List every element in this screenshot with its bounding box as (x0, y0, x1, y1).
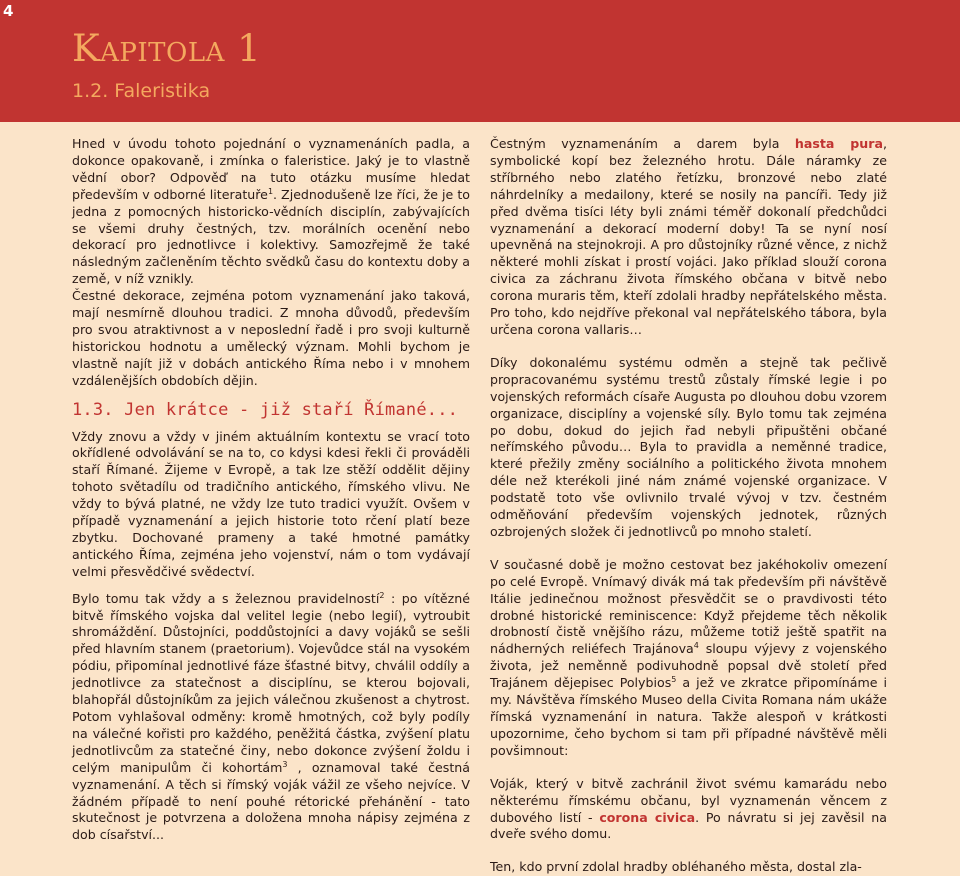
paragraph-continued: Ten, kdo první zdolal hradby obléhaného města, dostal zla- (490, 859, 862, 875)
section-title: 1.2. Faleristika (72, 80, 211, 102)
paragraph-corona-civica: Voják, který v bitvě zachránil život svému kamarádu nebo některému římskému občanu, byl vyznamenán věncem z dubového listí - corona civica. Po návratu si jej zavěsil na dveře svého domu. (490, 775, 887, 842)
footnote-ref-5: 5 (671, 675, 677, 684)
paragraph-awards: Čestným vyznamenáním a darem byla hasta pura, symbolické kopí bez železného hrotu. Dále náramky ze stříbrného nebo zlatého řetízku, bronzové nebo zlaté náhrdelníky a medailony, které se nosily na pancíři. Tedy již před dvěma tisíci léty byli známi téměř dokonalí předchůdci vyznamenání a dekorací moderní doby! Ta se nyní nosí upevněná na stejnokroji. A pro důstojníky různé věnce, z nichž některé mohli získat i prostí vojáci. Jako příklad slouží corona civica za záchranu života římského občana v bitvě nebo corona muraris těm, kteří zdolali hradby nepřátelského města. Pro toho, kdo nejdříve překonal val nepřátelského tábora, byla určena corona vallaris… (490, 136, 887, 337)
paragraph-travel: V současné době je možno cestovat bez jakéhokoliv omezení po celé Evropě. Vnímavý divák má tak především při návštěvě Itálie jedinečnou možnost přesvědčit se o pravdivosti této drobné historické reminiscence: Když přejdeme těch několik drobností čistě vnějšího rázu, můžeme totiž ještě spatřit na nádherných reliéfech Trajánova$^4$ sloupu výjevy z vojenského života, jež neměnně podivuhodně popsal dvě století před Trajánem dějepisec Polybios$^5$ a jež ve zkratce připomínáme i my. Návštěva římského Museo della Civita Romana nám ukáže římská vyznamenání in natura. Takže alespoň v krátkosti upozornime, čeho bychom si tam při případné návštěvě měli povšimnout: (490, 556, 887, 758)
footnote-ref-3: 3 (282, 759, 288, 769)
chapter-header-band (0, 0, 960, 122)
right-column (490, 136, 887, 876)
footnote-ref-2: 2 (379, 590, 385, 600)
paragraph-tradition: Čestné dekorace, zejména potom vyznamenání jako taková, mají nesmírně dlouhou tradici. Z mnoha důvodů, především pro svou atraktivnost a v neposlední řadě i pro svoji kulturně historickou hodnotu a umělecký význam. Mohli bychom je vlastně najít již v dobách antického Říma nebo i v mnohem vzdálenějších obdobích dějin. (72, 288, 470, 388)
left-column (72, 136, 470, 844)
paragraph-intro: Hned v úvodu tohoto pojednání o vyznamenáních padla, a dokonce opakovaně, i zmínka o faleristice. Jaký je to vlastně vědní obor? Odpověď na tuto otázku musíme hledat především v odborné literatuře$^1$. Zjednodušeně lze říci, že je to jedna z pomocných historicko-vědních disciplín, zabývajících se všemi druhy čestných, tzv. morálních ocenění nebo dekorací pro jednotlivce i kolektivy. Samozřejmě že také následným začleněním těchto svědků času do kontextu doby a země, v níž vznikly. (72, 136, 470, 287)
section-heading: 1.3. Jen krátce - již staří Římané... (72, 399, 459, 420)
highlight-hasta-pura: hasta pura (794, 136, 883, 151)
footnote-ref-4: 4 (693, 641, 699, 651)
chapter-title: Kapitola 1 (72, 27, 262, 70)
paragraph-romans: Vždy znovu a vždy v jiném aktuálním kontextu se vrací toto okřídlené odvolávání se na to, co kdysi kdesi řekli či prováděli staří Římané. Žijeme v Evropě, a tak lze stěží oddělit dějiny tohoto světadílu od tradičního antického, římského vlivu. Ne vždy to bývá platné, ne vždy lze tuto tradici využít. Ovšem v případě vyznamenání a jejich historie toto rčení platí beze zbytku. Dochované prameny a také hmotné památky antického Říma, zejména jeho vojenství, nám o tom vydávají velmi přesvědčivé svědectví. (72, 428, 470, 579)
paragraph-battle: Bylo tomu tak vždy a s železnou pravidelností$^2$ : po vítězné bitvě římského vojska dal velitel legie (nebo legií), vytroubit shromáždění. Důstojníci, poddůstojníci a davy vojáků se sešli před hlavním stanem (praetorium). Vojevůdce stál na vysokém pódiu, připomínal jednotlivé fáze šťastné bitvy, chválil oddíly a jednotlivce za statečnost a disciplínu, se kterou bojovali, blahopřál důstojníkům za jejich válečnou zkušenost a chytrost. Potom vyhlašoval odměny: kromě hmotných, což byly podíly na válečné kořisti pro každého, peněžitá částka, zvýšení platu jednotlivcům za statečné činy, nebo dokonce zvýšení žoldu i celým manipulům či kohortám$^3$ , oznamoval také čestná vyznamenání. A těch si římský voják vážil ze všeho nejvíce. V žádném případě to není pouhé rétorické přehánění - tato skutečnost je potvrzena a doložena mnoha nápisy zejména z dob císařství... (72, 590, 470, 843)
page-number: 4 (3, 2, 14, 20)
highlight-corona-civica: corona civica (599, 809, 696, 825)
paragraph-discipline: Díky dokonalému systému odměn a stejně tak pečlivě propracovanému systému trestů zůstaly římské legie i po vojenských reformách císaře Augusta po dlouhou dobu vzorem organizace, disciplíny a vojenské síly. Bylo tomu tak zejména po dobu, dokud do jejich řad nebyli připuštěni občané neřímského původu… Byla to pravidla a neměnné tradice, které přežily změny sociálního a politického života mnohem déle než kterékoli jiné nám známé vojenské organizace. V podstatě toto vše ovlivnilo trvalé vývoj v tzv. čestném odměňování především vojenských jednotek, různých ozbrojených složek či jednotlivců po mnoho staletí. (490, 354, 887, 539)
footnote-ref-1: 1 (267, 186, 274, 196)
